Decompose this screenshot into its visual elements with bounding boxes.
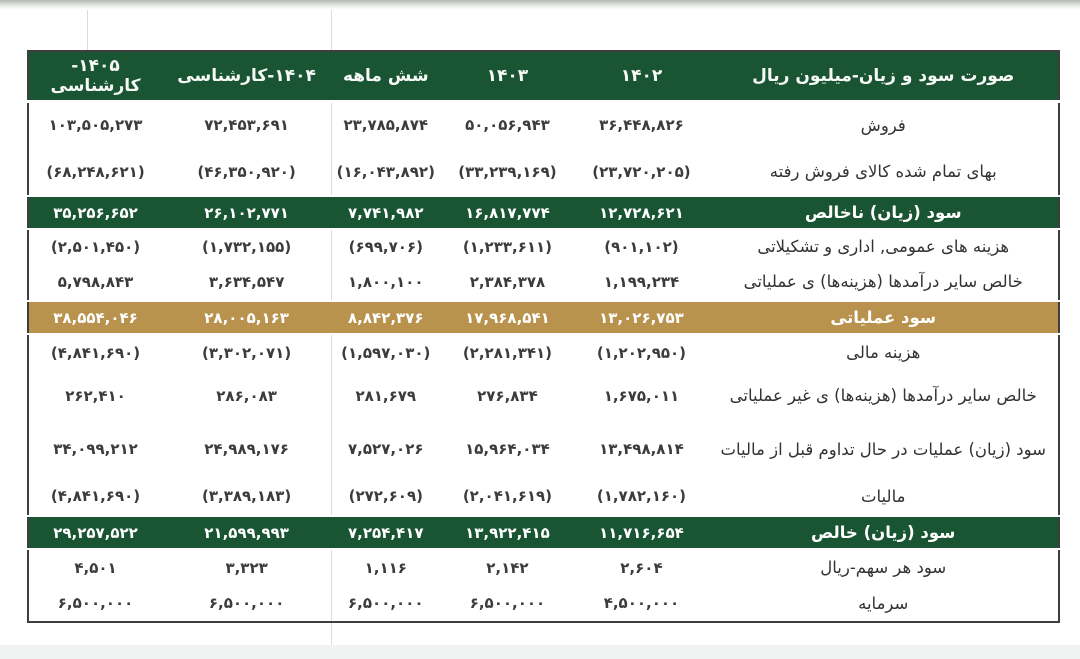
cell-value: ۲۸۶,۰۸۳ — [216, 386, 277, 405]
cell-value: (۱,۲۳۳,۶۱۱) — [462, 237, 553, 256]
column-header: ۱۴۰۳ — [440, 51, 574, 101]
cell-value: ۲۱,۵۹۹,۹۹۳ — [204, 523, 289, 542]
cell-value: ۲۴,۹۸۹,۱۷۶ — [204, 440, 289, 458]
row-label: سود هر سهم-ریال — [820, 558, 947, 577]
cell-value: ۲۸۱,۶۷۹ — [355, 386, 417, 405]
cell-value: (۶۸,۲۴۸,۶۲۱) — [46, 162, 145, 181]
table-header — [28, 51, 1059, 101]
cell-value: (۱,۵۹۷,۰۳۰) — [341, 343, 431, 362]
cell-value: ۴,۵۰۱ — [74, 558, 117, 577]
row-label: هزینه های عمومی, اداری و تشکیلاتی — [757, 237, 1010, 256]
header-row — [28, 51, 1059, 101]
cell-value: ۱۵,۹۶۴,۰۳۴ — [465, 440, 550, 458]
cell-value: ۱۳,۹۲۲,۴۱۵ — [465, 523, 550, 542]
cell-value: ۳,۳۲۳ — [225, 558, 268, 577]
cell-value: (۱,۷۳۲,۱۵۵) — [202, 237, 292, 256]
cell-value: ۶,۵۰۰,۰۰۰ — [57, 594, 134, 612]
cell-value: ۳۸,۵۵۴,۰۴۶ — [53, 308, 138, 327]
cell-value: ۱۰۳,۵۰۵,۲۷۳ — [48, 116, 143, 135]
table-row — [28, 585, 1059, 622]
cell-value: ۱۱,۷۱۶,۶۵۴ — [599, 523, 684, 542]
cell-value: ۳۵,۲۵۶,۶۵۲ — [53, 203, 138, 222]
table-row — [28, 148, 1059, 196]
cell-value: ۲۶,۱۰۲,۷۷۱ — [204, 203, 289, 222]
cell-value: (۲۳,۷۲۰,۲۰۵) — [592, 162, 691, 181]
row-label: بهای تمام شده کالای فروش رفته — [769, 162, 997, 181]
background-divider-line — [87, 10, 88, 50]
column-header: ۱۴۰۲ — [574, 51, 708, 101]
row-label: خالص سایر درآمدها (هزینه‌ها) ی غیر عملیاتی — [729, 386, 1037, 405]
cell-value: ۱۶,۸۱۷,۷۷۴ — [465, 203, 550, 222]
cell-value: (۲,۰۴۱,۶۱۹) — [462, 487, 553, 505]
cell-value: ۷,۲۵۴,۴۱۷ — [348, 523, 424, 542]
income-statement-table — [27, 50, 1060, 623]
cell-value: ۷۲,۴۵۳,۶۹۱ — [204, 116, 289, 135]
cell-value: (۳,۳۸۹,۱۸۳) — [202, 487, 292, 505]
table-row — [28, 101, 1059, 148]
row-label: سود (زیان) عملیات در حال تداوم قبل از مالیات — [720, 439, 1046, 459]
cell-value: ۱,۱۹۹,۲۳۴ — [603, 272, 680, 291]
row-label: مالیات — [861, 486, 906, 506]
table-row — [28, 301, 1059, 334]
table-row — [28, 263, 1059, 301]
cell-value: ۶,۵۰۰,۰۰۰ — [469, 594, 546, 612]
cell-value: ۶,۵۰۰,۰۰۰ — [348, 594, 424, 612]
cell-value: (۲۷۲,۶۰۹) — [348, 487, 423, 505]
row-label: سود (زیان) خالص — [811, 523, 956, 542]
row-label: سود (زیان) ناخالص — [804, 203, 962, 222]
cell-value: (۶۹۹,۷۰۶) — [348, 237, 423, 256]
cell-value: (۳۳,۲۳۹,۱۶۹) — [458, 162, 557, 181]
table-title: صورت سود و زیان-میلیون ریال — [708, 51, 1059, 101]
cell-value: (۹۰۱,۱۰۲) — [604, 237, 679, 256]
cell-value: (۲,۲۸۱,۳۴۱) — [462, 343, 553, 362]
cell-value: ۳۶,۴۴۸,۸۲۶ — [599, 116, 684, 135]
cell-value: ۱۲,۷۲۸,۶۲۱ — [599, 203, 684, 222]
cell-value: ۷,۷۴۱,۹۸۲ — [348, 203, 424, 222]
cell-value: ۱۳,۴۹۸,۸۱۴ — [599, 440, 684, 458]
table-row — [28, 196, 1059, 229]
table-body — [28, 101, 1059, 622]
cell-value: ۶,۵۰۰,۰۰۰ — [208, 594, 285, 612]
cell-value: ۱,۸۰۰,۱۰۰ — [348, 272, 424, 291]
cell-value: ۱,۶۷۵,۰۱۱ — [603, 386, 680, 405]
cell-value: ۲۹,۲۵۷,۵۲۲ — [53, 523, 138, 542]
cell-value: ۱,۱۱۶ — [364, 558, 407, 577]
cell-value: (۱۶,۰۴۳,۸۹۲) — [336, 162, 435, 181]
table-row — [28, 549, 1059, 585]
cell-value: ۱۷,۹۶۸,۵۴۱ — [465, 308, 550, 327]
cell-value: ۳۴,۰۹۹,۲۱۲ — [53, 440, 138, 458]
table-row — [28, 370, 1059, 421]
bottom-bar — [0, 645, 1080, 659]
cell-value: (۱,۲۰۲,۹۵۰) — [596, 343, 687, 362]
cell-value: ۵۰,۰۵۶,۹۴۳ — [465, 116, 550, 135]
cell-value: ۷,۵۲۷,۰۲۶ — [348, 440, 424, 458]
cell-value: (۳,۳۰۲,۰۷۱) — [202, 343, 292, 362]
cell-value: ۲۷۶,۸۳۴ — [477, 386, 538, 405]
cell-value: (۴,۸۴۱,۶۹۰) — [50, 343, 141, 362]
row-label: فروش — [860, 115, 906, 135]
window-top-edge — [0, 0, 1080, 10]
cell-value: (۴۶,۳۵۰,۹۲۰) — [197, 162, 296, 181]
table-row — [28, 477, 1059, 516]
cell-value: (۴,۸۴۱,۶۹۰) — [50, 487, 141, 505]
cell-value: (۱,۷۸۲,۱۶۰) — [596, 487, 687, 505]
cell-value: ۲,۱۴۲ — [486, 558, 529, 577]
cell-value: ۵,۷۹۸,۸۴۳ — [57, 272, 134, 291]
table-row — [28, 516, 1059, 549]
cell-value: ۲۳,۷۸۵,۸۷۴ — [343, 116, 429, 135]
row-label: سود عملیاتی — [830, 308, 937, 327]
cell-value: ۲۸,۰۰۵,۱۶۳ — [204, 308, 289, 327]
column-header: شش ماهه — [331, 51, 440, 101]
row-label: سرمایه — [858, 593, 909, 613]
column-header: ۱۴۰۴-کارشناسی — [162, 51, 331, 101]
cell-value: ۲۶۲,۴۱۰ — [65, 386, 126, 405]
cell-value: ۳,۶۳۴,۵۴۷ — [208, 272, 285, 291]
cell-value: ۴,۵۰۰,۰۰۰ — [603, 594, 680, 612]
cell-value: ۱۳,۰۲۶,۷۵۳ — [599, 308, 684, 327]
row-label: هزینه مالی — [846, 343, 921, 362]
table-row — [28, 421, 1059, 477]
table-row — [28, 334, 1059, 370]
cell-value: (۲,۵۰۱,۴۵۰) — [50, 237, 141, 256]
cell-value: ۸,۸۴۲,۳۷۶ — [348, 308, 424, 327]
cell-value: ۲,۳۸۴,۳۷۸ — [469, 272, 546, 291]
table-row — [28, 229, 1059, 263]
cell-value: ۲,۶۰۴ — [620, 558, 663, 577]
row-label: خالص سایر درآمدها (هزینه‌ها) ی عملیاتی — [743, 272, 1023, 291]
column-header: ۱۴۰۵-کارشناسی — [28, 51, 162, 101]
